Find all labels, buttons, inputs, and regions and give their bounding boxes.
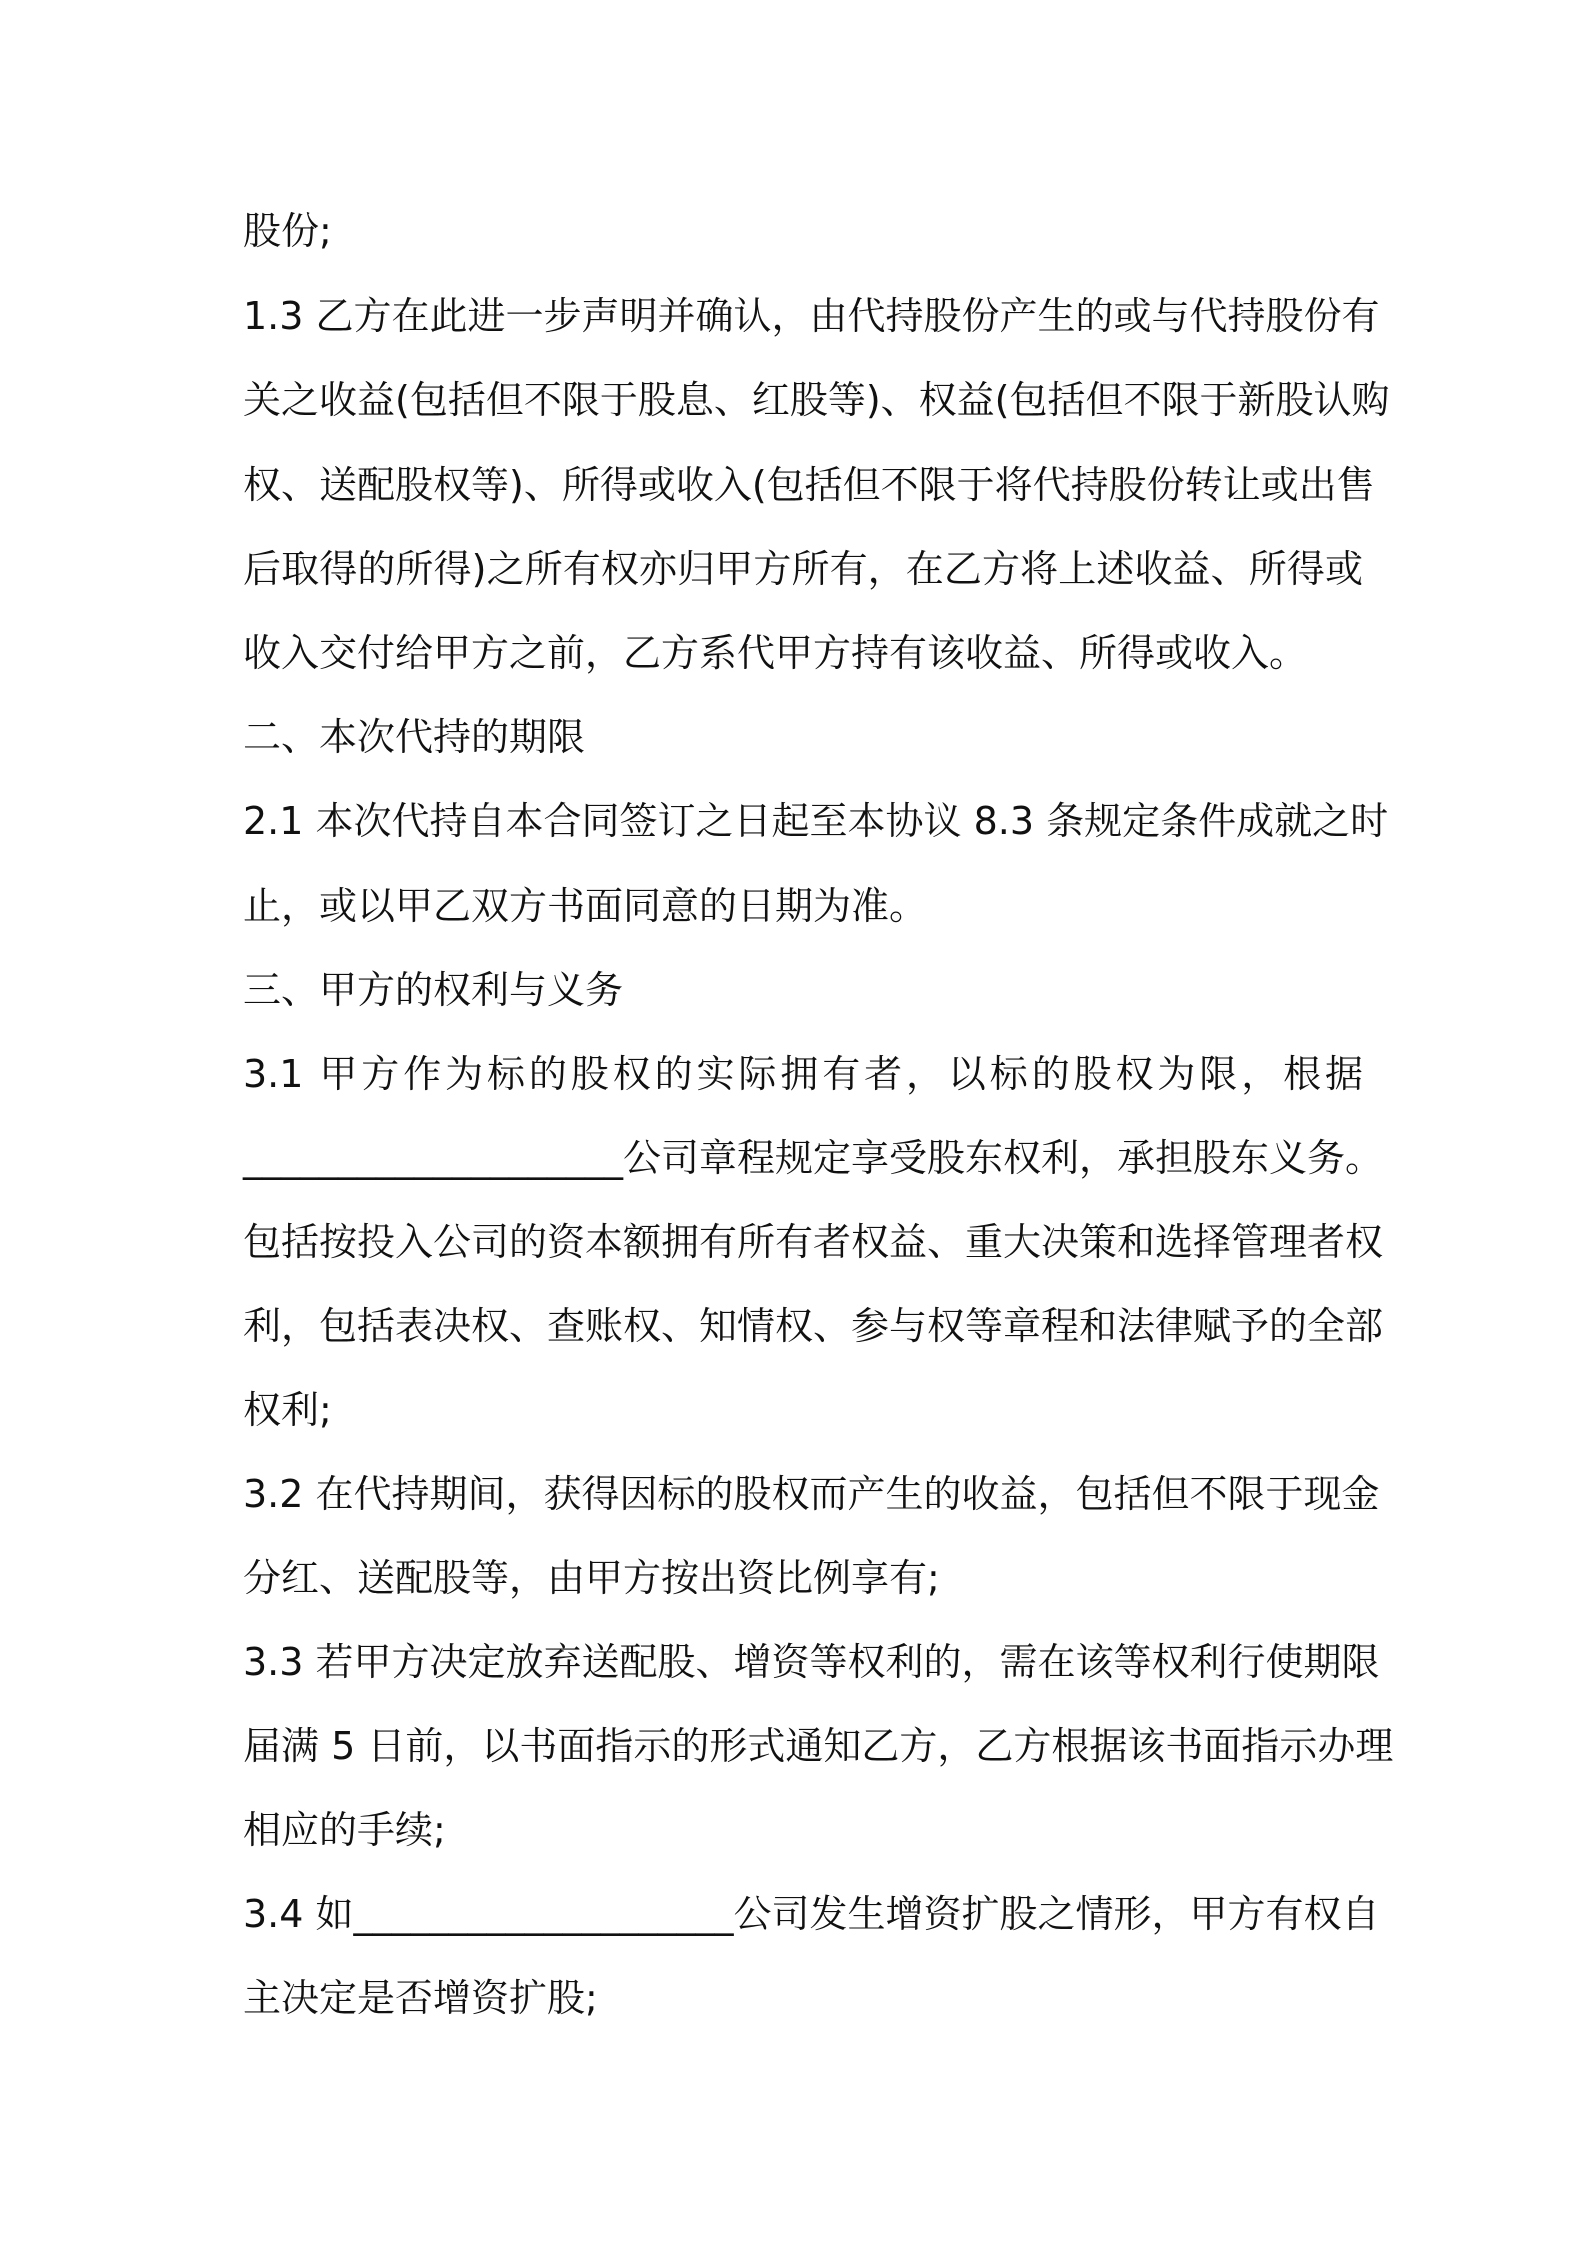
text-line: 1.3 乙方在此进一步声明并确认，由代持股份产生的或与代持股份有 [243, 294, 1380, 338]
text-line: 关之收益(包括但不限于股息、红股等)、权益(包括但不限于新股认购 [243, 378, 1390, 422]
text-line: 包括按投入公司的资本额拥有所有者权益、重大决策和选择管理者权 [243, 1220, 1384, 1264]
text-line: 3.2 在代持期间，获得因标的股权而产生的收益，包括但不限于现金 [243, 1472, 1380, 1516]
text-line: 3.4 如____________________公司发生增资扩股之情形，甲方有权自 [243, 1892, 1380, 1936]
text-line: 权利; [243, 1388, 332, 1432]
text-line: 利，包括表决权、查账权、知情权、参与权等章程和法律赋予的全部 [243, 1304, 1384, 1348]
text-line: 主决定是否增资扩股; [243, 1976, 598, 2020]
text-line: 权、送配股权等)、所得或收入(包括但不限于将代持股份转让或出售 [243, 463, 1375, 507]
text-line: 相应的手续; [243, 1808, 446, 1852]
text-line: 收入交付给甲方之前，乙方系代甲方持有该收益、所得或收入。 [243, 631, 1308, 675]
section-heading: 二、本次代持的期限 [243, 715, 586, 759]
text-line: 2.1 本次代持自本合同签订之日起至本协议 8.3 条规定条件成就之时 [243, 799, 1389, 843]
text-line: 股份; [243, 209, 332, 253]
text-line: ____________________公司章程规定享受股东权利，承担股东义务。 [243, 1136, 1384, 1180]
text-line: 届满 5 日前，以书面指示的形式通知乙方，乙方根据该书面指示办理 [243, 1724, 1394, 1768]
text-line: 分红、送配股等，由甲方按出资比例享有; [243, 1556, 940, 1600]
text-line: 后取得的所得)之所有权亦归甲方所有，在乙方将上述收益、所得或 [243, 547, 1363, 591]
text-line: 止，或以甲乙双方书面同意的日期为准。 [243, 884, 928, 928]
text-line: 3.3 若甲方决定放弃送配股、增资等权利的，需在该等权利行使期限 [243, 1640, 1380, 1684]
section-heading: 三、甲方的权利与义务 [243, 968, 624, 1012]
text-line: 3.1 甲方作为标的股权的实际拥有者，以标的股权为限，根据 [243, 1052, 1363, 1096]
